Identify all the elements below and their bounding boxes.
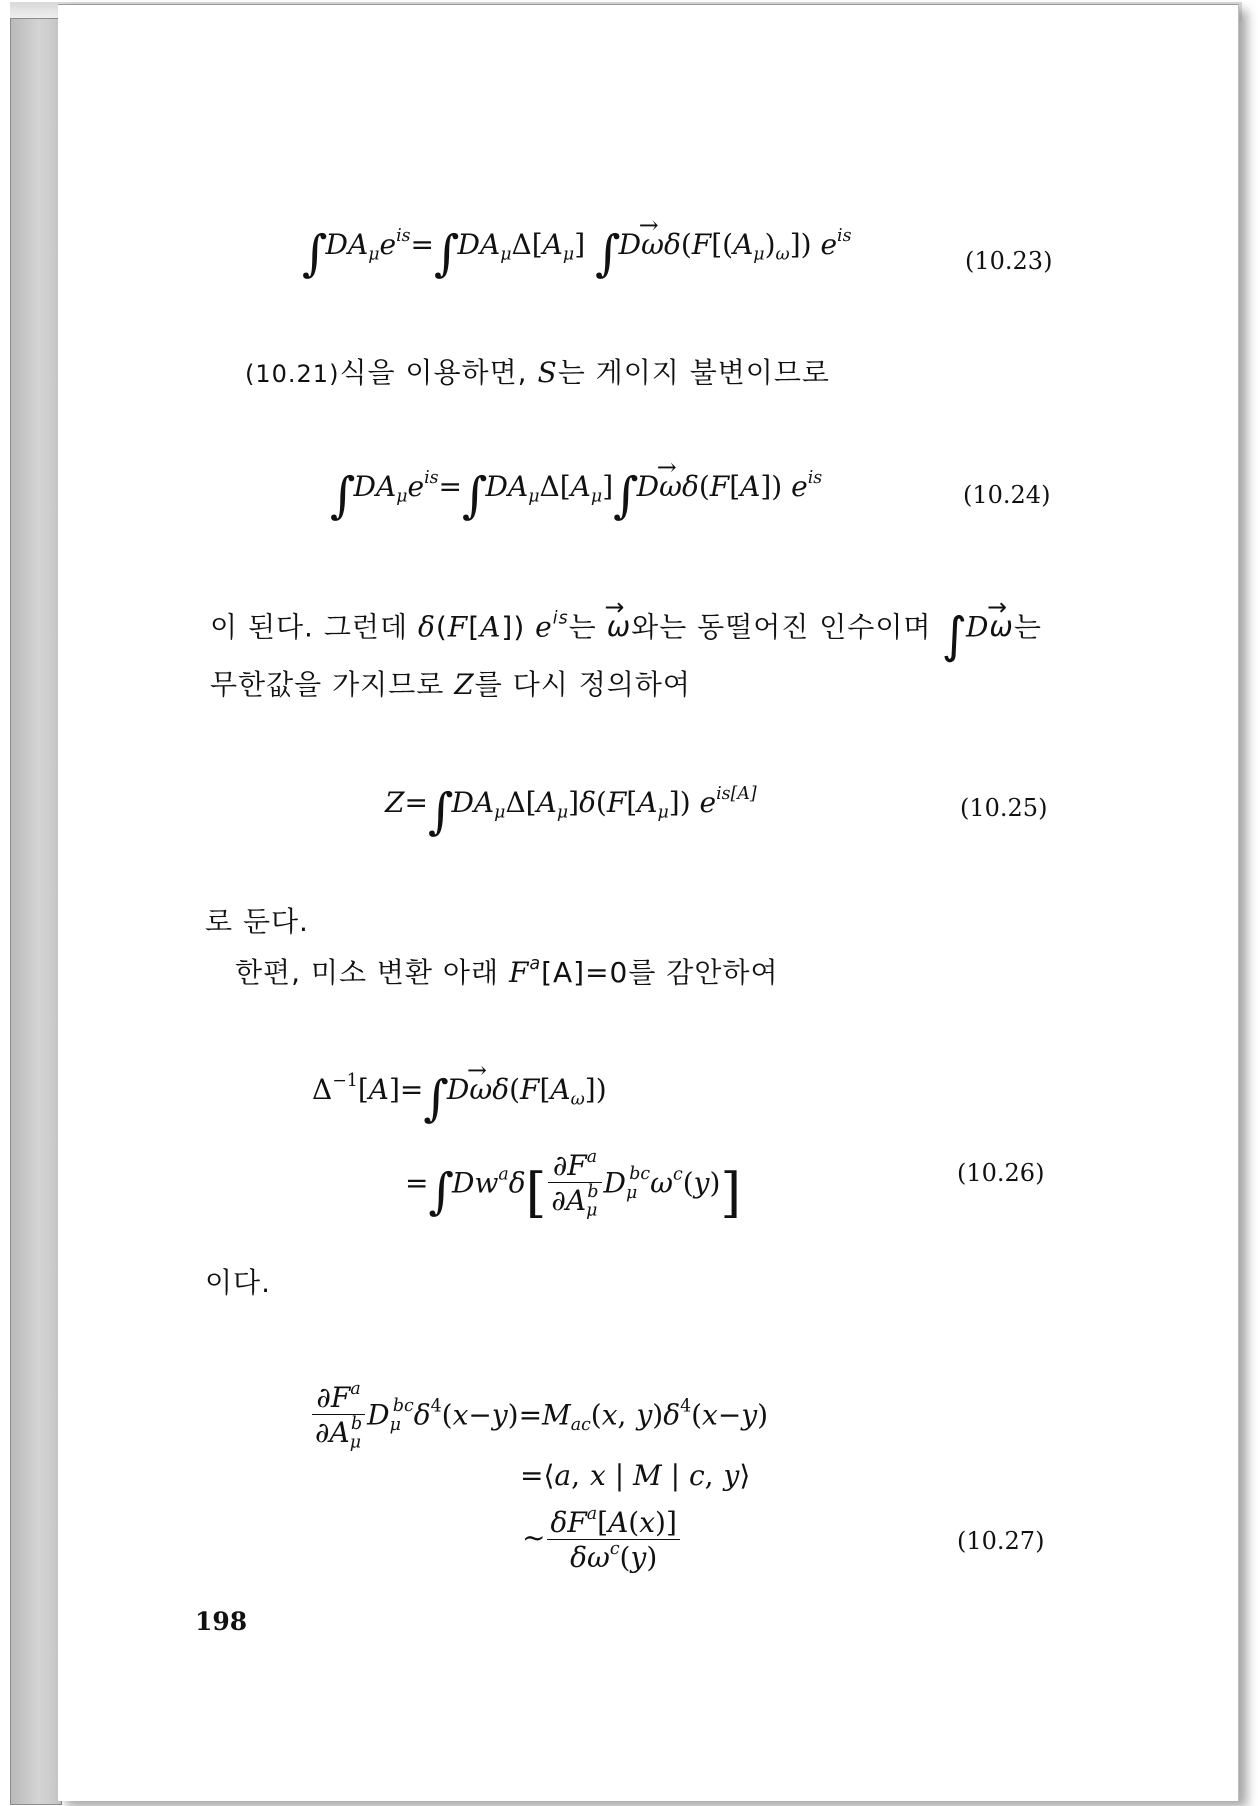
equation-number: (10.27) xyxy=(957,1527,1045,1555)
text-line: (10.21)식을 이용하면, S는 게이지 불변이므로 xyxy=(245,356,830,389)
text-line: 이다. xyxy=(205,1266,271,1299)
book-spine-edge xyxy=(10,18,62,1805)
equation-10-27-line1: $\frac{\partial F^a}{\partial A_\mu^b}$ $D_\mu^{bc}\delta^4(x-y)=M_{ac}(x$, $y)\delta^4(x-y)$ xyxy=(310,1380,768,1454)
equation-number: (10.25) xyxy=(960,794,1048,822)
equation-10-27-line2: =⟨a, x | M | c, y⟩ xyxy=(520,1459,751,1492)
text-line: 로 둔다. xyxy=(205,905,309,938)
equation-number: (10.26) xyxy=(957,1159,1045,1187)
equation-10-23: $\int DA_\mu e^{is}=\int DA_\mu\Delta[A_\mu]$ $\int D\to \omega\delta(F[(A_\mu)_\omega])$ $e^{is}$ xyxy=(302,228,852,278)
text-line: 이 된다. 그런데 δ(F[A]) $e^{is}$는→ ω와는 동떨어진 인수이며 ∫D→ ω는 xyxy=(210,607,1042,666)
equation-10-24: $\int DA_\mu e^{is}=\int DA_\mu\Delta[A_\mu]\int D\to \omega\delta(F[A])$ $e^{is}$ xyxy=(330,470,822,520)
equation-10-26-line1: $\Delta^{-1}[A]=\int D\to \omega\delta(F[A_\omega])$ xyxy=(312,1073,607,1123)
text-line: 무한값을 가지므로 Z를 다시 정의하여 xyxy=(210,668,691,701)
equation-number: (10.23) xyxy=(965,247,1053,275)
equation-10-25: $Z=\int DA_\mu\Delta[A_\mu]\delta(F[A_\mu])$ $e^{is[A]}$ xyxy=(385,782,757,840)
page-number: 198 xyxy=(195,1607,248,1636)
text-line: 한편, 미소 변환 아래 $F^a[A]=0$를 감안하여 xyxy=(235,954,779,990)
equation-number: (10.24) xyxy=(963,481,1051,509)
equation-10-26-line2: $=\int Dw^a\delta$[ $\frac{\partial F^a}{\partial A_\mu^b}$ $D_\mu^{bc}\omega^c(y)$] xyxy=(405,1147,742,1224)
equation-10-27-line3: ~ $\frac{\delta F^a[A(x)]}{\delta\omega^c(y)}$ xyxy=(522,1505,682,1574)
equation-reference: (10.21) xyxy=(245,360,340,388)
